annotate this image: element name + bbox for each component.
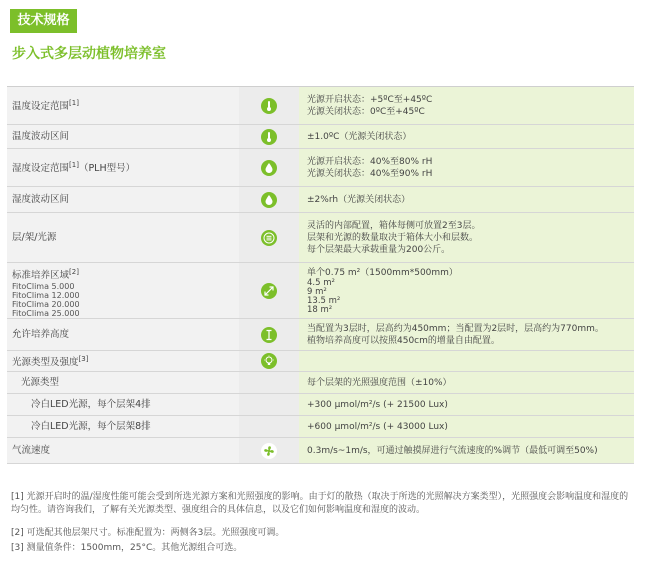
spec-label-cell bbox=[7, 438, 239, 463]
spec-icon-cell bbox=[239, 319, 299, 350]
spec-label-cell bbox=[7, 213, 239, 262]
shelves-icon bbox=[261, 230, 277, 246]
spec-label bbox=[12, 353, 239, 369]
spec-value-cell bbox=[299, 319, 634, 350]
spec-value: 光源开启状态：+5ºC至+45ºC bbox=[307, 94, 433, 105]
spec-value: 光源关闭状态：0ºC至+45ºC bbox=[307, 106, 425, 117]
model-name: FitoClima 5.000 bbox=[12, 282, 75, 292]
spec-row bbox=[7, 438, 634, 464]
spec-label bbox=[12, 328, 239, 341]
model-name: FitoClima 12.000 bbox=[12, 291, 80, 301]
spec-icon-cell bbox=[239, 125, 299, 148]
spec-label-cell bbox=[7, 125, 239, 148]
spec-value: 9 m² bbox=[307, 286, 327, 297]
spec-icon-cell bbox=[239, 394, 299, 415]
spec-icon-cell bbox=[239, 187, 299, 212]
footnote: [2] 可选配其他层架尺寸。标准配置为：两侧各3层。光照强度可调。 bbox=[11, 528, 285, 538]
spec-value: +300 µmol/m²/s (+ 21500 Lux) bbox=[307, 399, 448, 410]
spec-icon-cell bbox=[239, 263, 299, 318]
spec-icon-cell bbox=[239, 87, 299, 124]
spec-value: +600 µmol/m²/s (+ 43000 Lux) bbox=[307, 421, 448, 432]
spec-label-cell bbox=[7, 319, 239, 350]
spec-row bbox=[7, 149, 634, 187]
spec-row bbox=[7, 416, 634, 438]
spec-label-text: 允许培养高度 bbox=[12, 329, 70, 340]
spec-label bbox=[21, 376, 239, 389]
spec-value-cell bbox=[299, 187, 634, 212]
footnote-ref: [1] bbox=[69, 161, 79, 170]
model-name: FitoClima 20.000 bbox=[12, 300, 80, 310]
spec-value-cell bbox=[299, 213, 634, 262]
spec-label-cell bbox=[7, 416, 239, 437]
spec-label-cell bbox=[7, 394, 239, 415]
spec-value-cell bbox=[299, 149, 634, 186]
spec-value: 灵活的内部配置，箱体每侧可放置2至3层。 bbox=[307, 220, 481, 231]
spec-value-cell bbox=[299, 263, 634, 318]
spec-value: 光源开启状态：40%至80% rH bbox=[307, 156, 433, 167]
spec-value: 植物培养高度可以按照450cm的增量自由配置。 bbox=[307, 335, 500, 346]
spec-row bbox=[7, 187, 634, 213]
footnote: [3] 测量值条件：1500mm，25°C。其他光源组合可选。 bbox=[11, 543, 243, 553]
spec-value: 光源关闭状态：40%至90% rH bbox=[307, 168, 433, 179]
spec-value-cell bbox=[299, 394, 634, 415]
spec-icon-cell bbox=[239, 416, 299, 437]
spec-label-text: 光源类型 bbox=[21, 377, 60, 388]
model-name: FitoClima 25.000 bbox=[12, 309, 80, 319]
spec-icon-cell bbox=[239, 438, 299, 463]
spec-row bbox=[7, 351, 634, 372]
water-drop-icon bbox=[261, 160, 277, 176]
spec-label-text: 气流速度 bbox=[12, 445, 51, 456]
spec-label bbox=[12, 231, 239, 244]
spec-label bbox=[12, 97, 239, 113]
spec-label-cell bbox=[7, 87, 239, 124]
spec-value: 13.5 m² bbox=[307, 295, 341, 306]
height-icon bbox=[261, 327, 277, 343]
spec-value: 4.5 m² bbox=[307, 277, 335, 288]
fan-icon bbox=[261, 443, 277, 459]
spec-label bbox=[12, 193, 239, 206]
expand-arrows-icon bbox=[261, 283, 277, 299]
spec-row bbox=[7, 213, 634, 263]
spec-row bbox=[7, 87, 634, 125]
spec-label bbox=[12, 266, 239, 282]
spec-label-cell bbox=[7, 372, 239, 393]
spec-label-cell bbox=[7, 351, 239, 371]
spec-value: 0.3m/s~1m/s，可通过触摸屏进行气流速度的%调节（最低可调至50%) bbox=[307, 445, 598, 456]
spec-value: 单个0.75 m²（1500mm*500mm） bbox=[307, 267, 458, 278]
spec-label-cell bbox=[7, 187, 239, 212]
spec-label-text: 标准培养区域 bbox=[12, 270, 70, 282]
spec-value-cell bbox=[299, 438, 634, 463]
spec-value-cell bbox=[299, 125, 634, 148]
spec-row bbox=[7, 263, 634, 319]
spec-label-text: 光源类型及强度 bbox=[12, 357, 79, 369]
spec-label-text: 温度波动区间 bbox=[12, 131, 70, 142]
spec-icon-cell bbox=[239, 351, 299, 371]
spec-row bbox=[7, 394, 634, 416]
thermometer-icon bbox=[261, 98, 277, 114]
spec-icon-cell bbox=[239, 213, 299, 262]
spec-table bbox=[7, 86, 634, 464]
spec-value: 18 m² bbox=[307, 304, 333, 315]
spec-icon-cell bbox=[239, 372, 299, 393]
spec-label-text: 湿度设定范围 bbox=[12, 163, 70, 175]
footnote: [1] 光源开启时的温/湿度性能可能会受到所选光源方案和光照强度的影响。由于灯的散热（取决于所选的光照解决方案类型），光照强度会影响温度和湿度的均匀性。请咨询我们，了解有关光源类型、强度组合的具体信息，以及它们如何影响温度和湿度的波动。 bbox=[11, 492, 629, 515]
spec-label-suffix: （PLH型号） bbox=[78, 163, 136, 175]
spec-value-cell bbox=[299, 372, 634, 393]
spec-label bbox=[12, 130, 239, 143]
footnote-ref: [2] bbox=[69, 268, 79, 276]
spec-label bbox=[12, 159, 239, 175]
section-tag: 技术规格 bbox=[10, 9, 77, 33]
water-drop-icon bbox=[261, 192, 277, 208]
footnote-ref: [1] bbox=[69, 99, 79, 108]
spec-value: 每个层架的光照强度范围（±10%） bbox=[307, 377, 452, 388]
spec-value-cell bbox=[299, 416, 634, 437]
spec-value: 当配置为3层时，层高约为450mm；当配置为2层时，层高约为770mm。 bbox=[307, 323, 604, 334]
spec-value-cell bbox=[299, 87, 634, 124]
spec-label-text: 冷白LED光源，每个层架8排 bbox=[31, 421, 151, 432]
spec-label-text: 冷白LED光源，每个层架4排 bbox=[31, 399, 151, 410]
spec-label-text: 湿度波动区间 bbox=[12, 194, 70, 205]
spec-value: 层架和光源的数量取决于箱体大小和层数。 bbox=[307, 232, 479, 243]
spec-label-text: 温度设定范围 bbox=[12, 101, 70, 113]
spec-label bbox=[12, 444, 239, 457]
spec-value: ±2%rh（光源关闭状态） bbox=[307, 194, 411, 205]
spec-row bbox=[7, 125, 634, 149]
spec-row bbox=[7, 372, 634, 394]
page-title: 步入式多层动植物培养室 bbox=[12, 46, 166, 62]
lightbulb-icon bbox=[261, 353, 277, 369]
spec-label-text: 层/架/光源 bbox=[12, 232, 57, 243]
spec-label bbox=[31, 398, 239, 411]
spec-value: ±1.0ºC（光源关闭状态） bbox=[307, 131, 412, 142]
footnote-ref: [3] bbox=[78, 354, 89, 363]
spec-icon-cell bbox=[239, 149, 299, 186]
thermometer-icon bbox=[261, 129, 277, 145]
spec-row bbox=[7, 319, 634, 351]
spec-value: 每个层架最大承载重量为200公斤。 bbox=[307, 244, 451, 255]
spec-value-cell bbox=[299, 351, 634, 371]
spec-label bbox=[31, 420, 239, 433]
spec-label-cell bbox=[7, 149, 239, 186]
spec-label-cell bbox=[7, 263, 239, 318]
